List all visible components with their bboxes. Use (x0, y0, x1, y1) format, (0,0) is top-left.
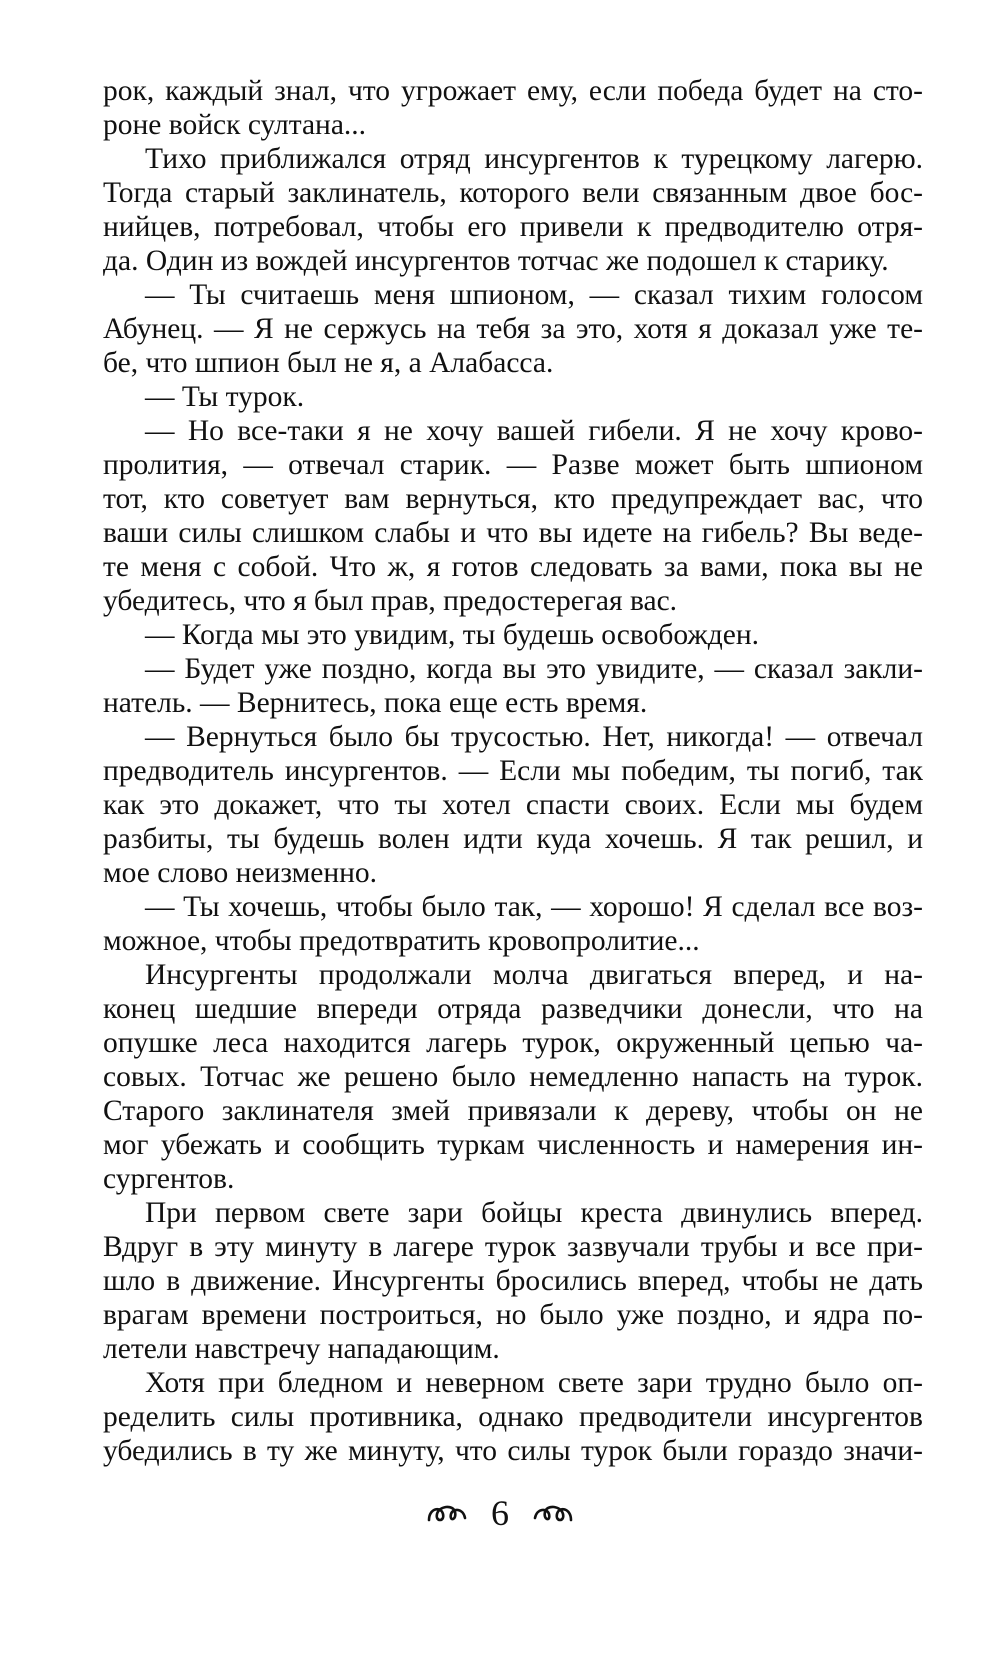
text-line: разбиты, ты будешь волен идти куда хочешь. Я так решил, и (103, 823, 923, 855)
text-line: мог убежать и сообщить туркам численность и намерения ин- (103, 1129, 923, 1161)
text-line: предводитель инсургентов. — Если мы победим, ты погиб, так (103, 755, 923, 787)
text-line: — Но все-таки я не хочу вашей гибели. Я не хочу крово- (145, 415, 923, 447)
text-line: сургентов. (103, 1163, 235, 1195)
text-line: те меня с собой. Что ж, я готов следовать за вами, пока вы не (103, 551, 923, 583)
text-line: тот, кто советует вам вернуться, кто предупреждает вас, что (103, 483, 923, 515)
body-text (103, 74, 923, 1468)
text-line: рок, каждый знал, что угрожает ему, если победа будет на сто- (103, 75, 923, 107)
page-number: 6 (491, 1493, 509, 1533)
text-line: как это докажет, что ты хотел спасти своих. Если мы будем (103, 789, 923, 821)
text-line: да. Один из вождей инсургентов тотчас же подошел к старику. (103, 245, 889, 277)
text-line: натель. — Вернитесь, пока еще есть время. (103, 687, 648, 719)
text-line: Старого заклинателя змей привязали к дереву, чтобы он не (103, 1095, 923, 1127)
text-line: ределить силы противника, однако предводители инсургентов (103, 1401, 923, 1433)
text-line: — Когда мы это увидим, ты будешь освобожден. (145, 619, 760, 651)
text-line: шло в движение. Инсургенты бросились вперед, чтобы не дать (103, 1265, 923, 1297)
text-line: совых. Тотчас же решено было немедленно напасть на турок. (103, 1061, 923, 1093)
text-line: мое слово неизменно. (103, 857, 378, 889)
page-footer (0, 1490, 1000, 1536)
text-line: можное, чтобы предотвратить кровопролитие... (103, 925, 700, 957)
text-line: — Будет уже поздно, когда вы это увидите, — сказал закли- (145, 653, 923, 685)
text-line: — Ты считаешь меня шпионом, — сказал тихим голосом (145, 279, 923, 311)
text-line: пролития, — отвечал старик. — Разве может быть шпионом (103, 449, 923, 481)
text-line: Абунец. — Я не сержусь на тебя за это, хотя я доказал уже те- (103, 313, 923, 345)
text-line: — Ты хочешь, чтобы было так, — хорошо! Я сделал все воз- (145, 891, 923, 923)
text-line: Вдруг в эту минуту в лагере турок зазвучали трубы и все при- (103, 1231, 923, 1263)
text-line: — Ты турок. (145, 381, 305, 413)
text-line: Тихо приближался отряд инсургентов к турецкому лагерю. (145, 143, 923, 175)
text-line: Хотя при бледном и неверном свете зари трудно было оп- (145, 1367, 923, 1399)
text-line: бе, что шпион был не я, а Алабасса. (103, 347, 554, 379)
text-line: летели навстречу нападающим. (103, 1333, 500, 1365)
text-line: убедились в ту же минуту, что силы турок были гораздо значи- (103, 1435, 923, 1467)
text-line: роне войск султана... (103, 109, 367, 141)
text-line: врагам времени построиться, но было уже поздно, и ядра по- (103, 1299, 923, 1331)
text-line: — Вернуться было бы трусостью. Нет, никогда! — отвечал (145, 721, 923, 753)
text-line: При первом свете зари бойцы креста двинулись вперед. (145, 1197, 923, 1229)
text-line: ваши силы слишком слабы и что вы идете на гибель? Вы веде- (103, 517, 923, 549)
text-line: Инсургенты продолжали молча двигаться вперед, и на- (145, 959, 923, 991)
fleuron-right-icon (531, 1500, 575, 1526)
fleuron-left-icon (425, 1500, 469, 1526)
text-line: опушке леса находится лагерь турок, окруженный цепью ча- (103, 1027, 923, 1059)
text-line: Тогда старый заклинатель, которого вели связанным двое бос- (103, 177, 923, 209)
text-line: нийцев, потребовал, чтобы его привели к предводителю отря- (103, 211, 923, 243)
text-line: конец шедшие впереди отряда разведчики донесли, что на (103, 993, 923, 1025)
text-line: убедитесь, что я был прав, предостерегая вас. (103, 585, 678, 617)
